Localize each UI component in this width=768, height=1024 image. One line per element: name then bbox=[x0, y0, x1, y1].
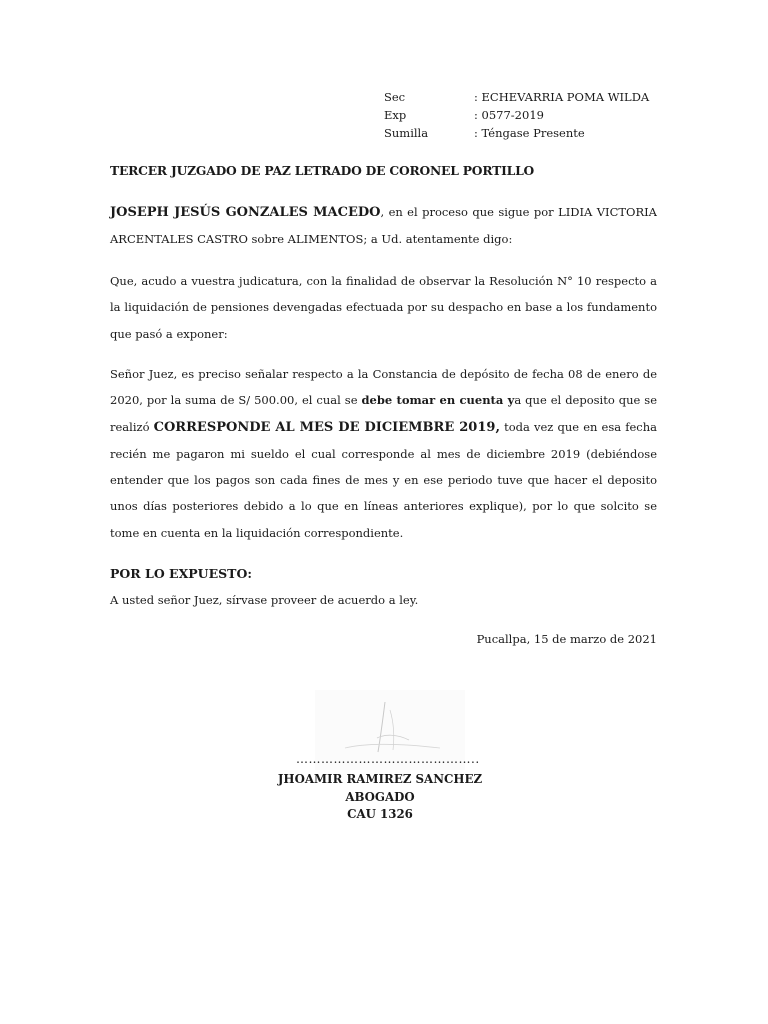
header-label: Sec bbox=[384, 90, 406, 104]
signer-title: ABOGADO bbox=[345, 789, 415, 804]
por-lo-expuesto-heading: POR LO EXPUESTO: bbox=[110, 566, 252, 581]
intro-paragraph bbox=[110, 199, 657, 253]
paragraph-resolution: Que, acudo a vuestra judicatura, con la finalidad de observar la Resolución N° 10 respecto a la liquidación de pensiones devengadas efectuada por su despacho en base a los fundamento que pasó a exponer: bbox=[110, 274, 657, 341]
header-label: Sumilla bbox=[384, 126, 429, 140]
court-title: TERCER JUZGADO DE PAZ LETRADO DE CORONEL PORTILLO bbox=[110, 163, 535, 178]
place-date: Pucallpa, 15 de marzo de 2021 bbox=[476, 632, 657, 646]
bold-segment: debe tomar en cuenta y bbox=[361, 393, 515, 408]
header-row-sec bbox=[384, 88, 684, 106]
bold-segment: CORRESPONDE AL MES DE DICIEMBRE 2019, bbox=[153, 419, 500, 435]
signature-line: …………………………………….. bbox=[296, 752, 480, 766]
signer-name: JHOAMIR RAMIREZ SANCHEZ bbox=[277, 772, 483, 786]
header-row-sumilla bbox=[384, 124, 684, 142]
text-segment: a que el deposito que se realizó bbox=[110, 393, 658, 434]
signer-id: CAU 1326 bbox=[347, 807, 413, 821]
header-value: : Téngase Presente bbox=[474, 126, 585, 140]
signer-block bbox=[230, 771, 530, 824]
header-label: Exp bbox=[384, 108, 407, 122]
request-line: A usted señor Juez, sírvase proveer de acuerdo a ley. bbox=[110, 593, 419, 607]
text-segment: Señor Juez, es preciso señalar respecto a la Constancia de depósito de fecha 08 de enero de 2020, por la suma de S/ 500.00, el cual se bbox=[110, 367, 657, 408]
text-segment: toda vez que en esa fecha recién me pagaron mi sueldo el cual corresponde al mes de diciembre 2019 (debiéndose entender que los pagos son cada fines de mes y en ese periodo tuve que hacer el deposito unos días posteriores debido a lo que en líneas anteriores explique), por lo que solcito se tome en cuenta en la liquidación correspondiente. bbox=[110, 419, 658, 540]
paragraph-deposit bbox=[110, 361, 657, 546]
header-value: : 0577-2019 bbox=[474, 108, 544, 122]
header-value: : ECHEVARRIA POMA WILDA bbox=[474, 90, 650, 104]
case-header bbox=[384, 88, 684, 142]
intro-text: , en el proceso que sigue por LIDIA VICTORIA ARCENTALES CASTRO sobre ALIMENTOS; a Ud. atentamente digo: bbox=[110, 205, 657, 247]
header-row-exp bbox=[384, 106, 684, 124]
petitioner-name: JOSEPH JESÚS GONZALES MACEDO bbox=[110, 205, 381, 220]
